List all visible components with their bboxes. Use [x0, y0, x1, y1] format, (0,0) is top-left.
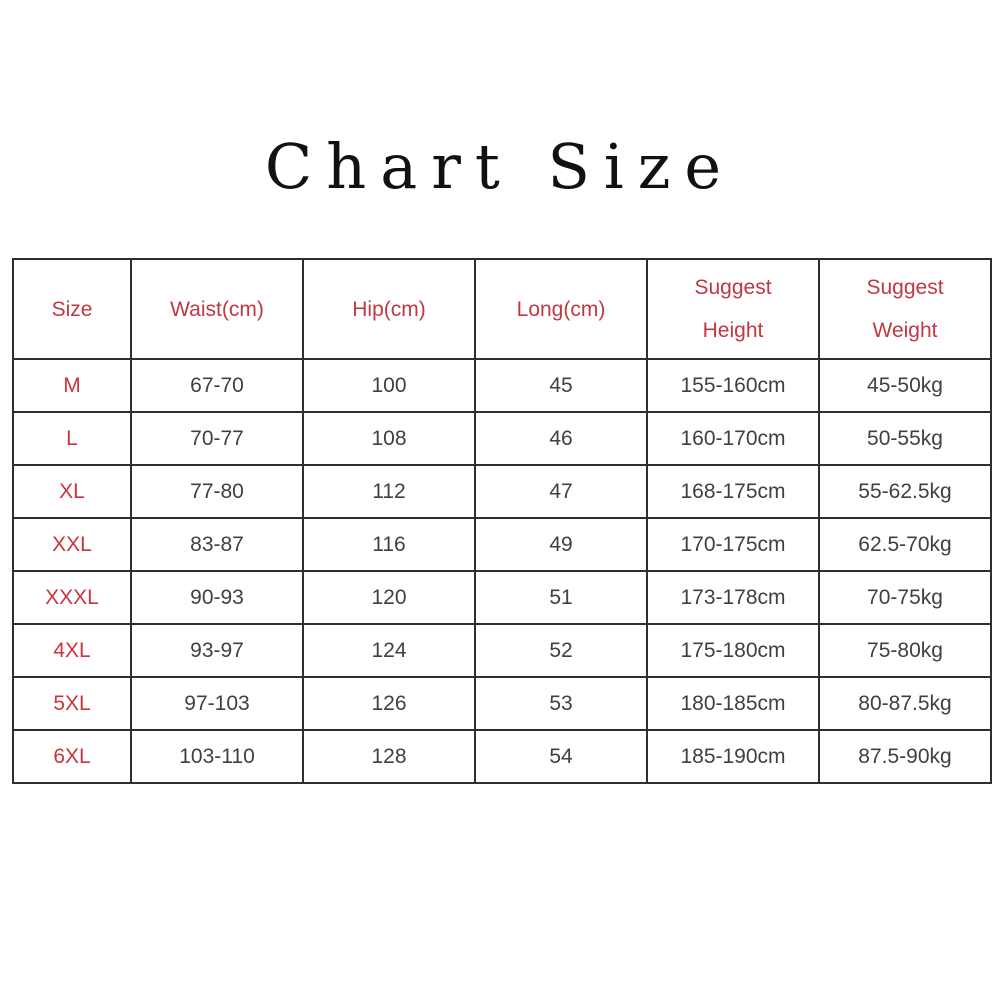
cell-waist: 90-93	[131, 571, 303, 624]
column-header-suggest-weight	[819, 259, 991, 359]
cell-hip: 112	[303, 465, 475, 518]
page-title: Chart Size	[264, 130, 736, 203]
column-header-label: Suggest	[866, 276, 944, 299]
table-row	[13, 518, 991, 571]
cell-waist: 70-77	[131, 412, 303, 465]
column-header-label: Long(cm)	[516, 297, 606, 321]
table-row	[13, 412, 991, 465]
cell-size: 4XL	[13, 624, 131, 677]
cell-suggest-weight: 75-80kg	[819, 624, 991, 677]
column-header-hip	[303, 259, 475, 359]
table-row	[13, 465, 991, 518]
cell-suggest-weight: 45-50kg	[819, 359, 991, 412]
table-header-row	[13, 259, 991, 359]
table-row	[13, 624, 991, 677]
cell-suggest-weight: 80-87.5kg	[819, 677, 991, 730]
cell-suggest-weight: 62.5-70kg	[819, 518, 991, 571]
cell-suggest-height: 173-178cm	[647, 571, 819, 624]
column-header-waist	[131, 259, 303, 359]
cell-size: 5XL	[13, 677, 131, 730]
cell-size: 6XL	[13, 730, 131, 783]
cell-size: M	[13, 359, 131, 412]
column-header-label: Hip(cm)	[352, 297, 426, 321]
cell-hip: 128	[303, 730, 475, 783]
cell-suggest-height: 180-185cm	[647, 677, 819, 730]
cell-long: 51	[475, 571, 647, 624]
cell-waist: 67-70	[131, 359, 303, 412]
cell-long: 45	[475, 359, 647, 412]
cell-waist: 97-103	[131, 677, 303, 730]
column-header-label: Height	[702, 319, 764, 342]
table-row	[13, 730, 991, 783]
cell-long: 52	[475, 624, 647, 677]
cell-hip: 108	[303, 412, 475, 465]
cell-hip: 126	[303, 677, 475, 730]
cell-waist: 83-87	[131, 518, 303, 571]
cell-suggest-height: 170-175cm	[647, 518, 819, 571]
cell-suggest-weight: 55-62.5kg	[819, 465, 991, 518]
cell-hip: 116	[303, 518, 475, 571]
cell-long: 46	[475, 412, 647, 465]
column-header-suggest-height	[647, 259, 819, 359]
cell-size: XXL	[13, 518, 131, 571]
cell-suggest-height: 155-160cm	[647, 359, 819, 412]
cell-hip: 120	[303, 571, 475, 624]
column-header-size	[13, 259, 131, 359]
cell-suggest-weight: 70-75kg	[819, 571, 991, 624]
cell-long: 54	[475, 730, 647, 783]
cell-waist: 103-110	[131, 730, 303, 783]
cell-long: 47	[475, 465, 647, 518]
column-header-label: Suggest	[694, 276, 772, 299]
cell-hip: 124	[303, 624, 475, 677]
size-chart-table	[12, 258, 992, 784]
column-header-label: Waist(cm)	[170, 297, 264, 321]
cell-suggest-height: 168-175cm	[647, 465, 819, 518]
cell-suggest-height: 175-180cm	[647, 624, 819, 677]
column-header-label: Weight	[872, 319, 938, 342]
cell-hip: 100	[303, 359, 475, 412]
cell-size: XL	[13, 465, 131, 518]
cell-waist: 93-97	[131, 624, 303, 677]
table-body	[13, 359, 991, 783]
table-row	[13, 677, 991, 730]
cell-suggest-weight: 50-55kg	[819, 412, 991, 465]
column-header-label: Size	[51, 297, 93, 321]
table-row	[13, 571, 991, 624]
cell-size: XXXL	[13, 571, 131, 624]
column-header-long	[475, 259, 647, 359]
cell-suggest-weight: 87.5-90kg	[819, 730, 991, 783]
cell-long: 53	[475, 677, 647, 730]
cell-suggest-height: 185-190cm	[647, 730, 819, 783]
cell-size: L	[13, 412, 131, 465]
table-row	[13, 359, 991, 412]
cell-suggest-height: 160-170cm	[647, 412, 819, 465]
cell-long: 49	[475, 518, 647, 571]
cell-waist: 77-80	[131, 465, 303, 518]
